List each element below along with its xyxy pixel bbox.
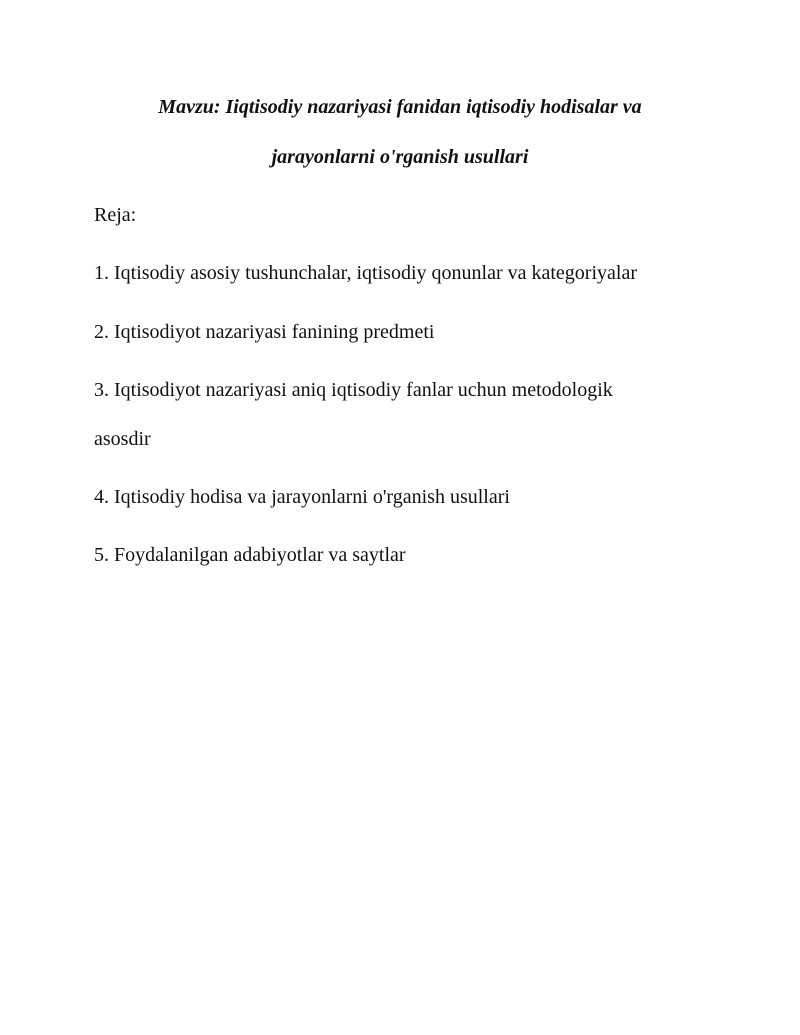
plan-item-3: 3. Iqtisodiyot nazariyasi aniq iqtisodiy fanlar uchun metodologik <box>94 379 613 401</box>
plan-heading: Reja: <box>94 204 137 226</box>
plan-item-1: 1. Iqtisodiy asosiy tushunchalar, iqtisodiy qonunlar va kategoriyalar <box>94 262 637 284</box>
plan-item-5: 5. Foydalanilgan adabiyotlar va saytlar <box>94 544 406 566</box>
plan-item-3-continuation: asosdir <box>94 428 151 450</box>
title-line-1: Mavzu: Iiqtisodiy nazariyasi fanidan iqtisodiy hodisalar va <box>158 96 642 118</box>
plan-item-2: 2. Iqtisodiyot nazariyasi fanining predmeti <box>94 321 435 343</box>
plan-item-4: 4. Iqtisodiy hodisa va jarayonlarni o'rganish usullari <box>94 486 510 508</box>
title-line-2: jarayonlarni o'rganish usullari <box>271 146 529 168</box>
